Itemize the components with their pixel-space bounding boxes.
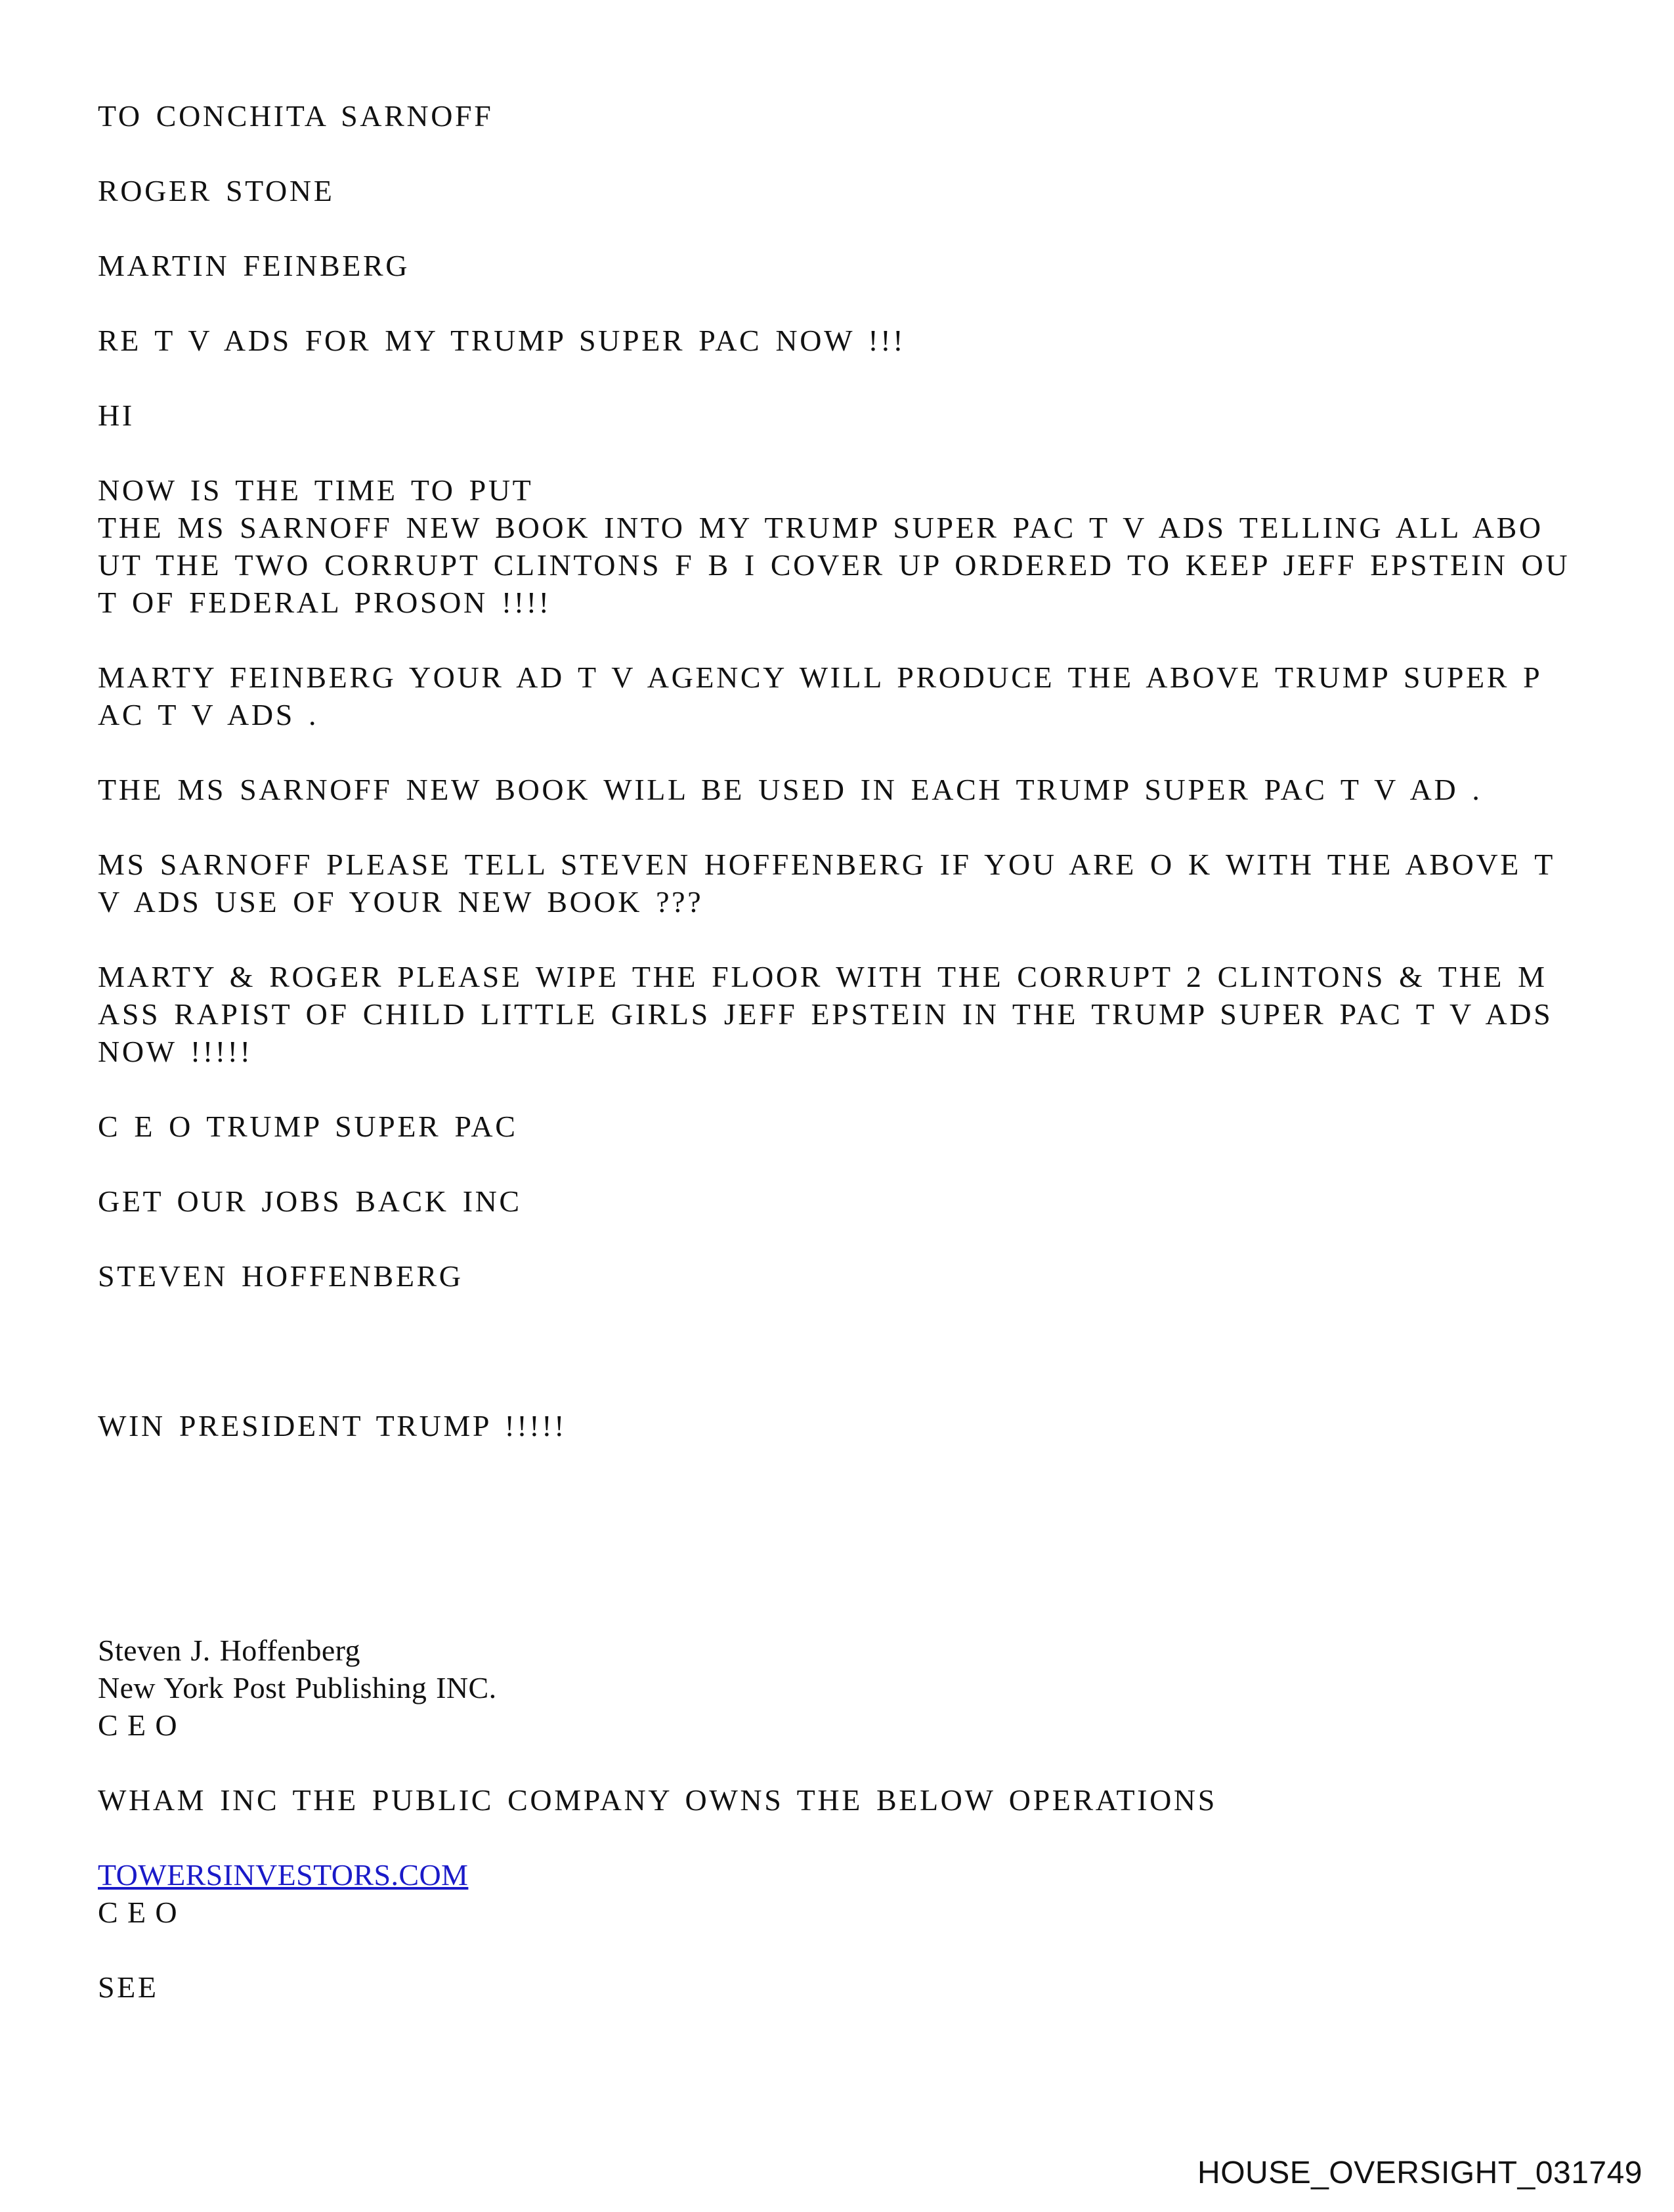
paragraph-4: [98, 846, 1608, 921]
signature-title: C E O: [98, 1708, 177, 1742]
closing-company: GET OUR JOBS BACK INC: [98, 1184, 522, 1218]
recipient-roger-stone: ROGER STONE: [98, 174, 335, 207]
paragraph-3-line: THE MS SARNOFF NEW BOOK WILL BE USED IN EACH TRUMP SUPER PAC T V AD .: [98, 773, 1482, 806]
closing-title: C E O TRUMP SUPER PAC: [98, 1110, 518, 1143]
paragraph-4-line: V ADS USE OF YOUR NEW BOOK ???: [98, 885, 704, 919]
signature-name: Steven J. Hoffenberg: [98, 1634, 360, 1667]
wham-block: [98, 1856, 1608, 1931]
paragraph-5-line: ASS RAPIST OF CHILD LITTLE GIRLS JEFF EPSTEIN IN THE TRUMP SUPER PAC T V ADS: [98, 997, 1553, 1031]
paragraph-1-line: T OF FEDERAL PROSON !!!!: [98, 586, 551, 619]
paragraph-1: [98, 471, 1608, 621]
paragraph-3: [98, 771, 1608, 808]
wham-statement: WHAM INC THE PUBLIC COMPANY OWNS THE BELOW OPERATIONS: [98, 1783, 1217, 1817]
closing-name: STEVEN HOFFENBERG: [98, 1259, 463, 1293]
paragraph-1-line: THE MS SARNOFF NEW BOOK INTO MY TRUMP SUPER PAC T V ADS TELLING ALL ABO: [98, 511, 1543, 544]
paragraph-1-line: UT THE TWO CORRUPT CLINTONS F B I COVER UP ORDERED TO KEEP JEFF EPSTEIN OU: [98, 548, 1570, 582]
see-label: SEE: [98, 1970, 159, 2004]
signature-block: [98, 1632, 1608, 1744]
paragraph-5-line: NOW !!!!!: [98, 1035, 253, 1068]
signature-company: New York Post Publishing INC.: [98, 1671, 497, 1704]
paragraph-1-line: NOW IS THE TIME TO PUT: [98, 473, 534, 507]
wham-title: C E O: [98, 1896, 177, 1929]
recipient-martin-feinberg: MARTIN FEINBERG: [98, 249, 410, 282]
paragraph-2-line: MARTY FEINBERG YOUR AD T V AGENCY WILL PRODUCE THE ABOVE TRUMP SUPER P: [98, 661, 1543, 694]
paragraph-2-line: AC T V ADS .: [98, 698, 319, 731]
greeting: HI: [98, 399, 135, 432]
bates-number: HOUSE_OVERSIGHT_031749: [1197, 2156, 1642, 2190]
slogan: WIN PRESIDENT TRUMP !!!!!: [98, 1409, 567, 1442]
paragraph-5-line: MARTY & ROGER PLEASE WIPE THE FLOOR WITH THE CORRUPT 2 CLINTONS & THE M: [98, 960, 1547, 993]
subject-line: RE T V ADS FOR MY TRUMP SUPER PAC NOW !!!: [98, 324, 906, 357]
to-line: TO CONCHITA SARNOFF: [98, 99, 494, 133]
paragraph-5: [98, 958, 1608, 1070]
towersinvestors-link[interactable]: TOWERSINVESTORS.COM: [98, 1858, 469, 1892]
paragraph-2: [98, 659, 1608, 733]
paragraph-4-line: MS SARNOFF PLEASE TELL STEVEN HOFFENBERG IF YOU ARE O K WITH THE ABOVE T: [98, 848, 1555, 881]
